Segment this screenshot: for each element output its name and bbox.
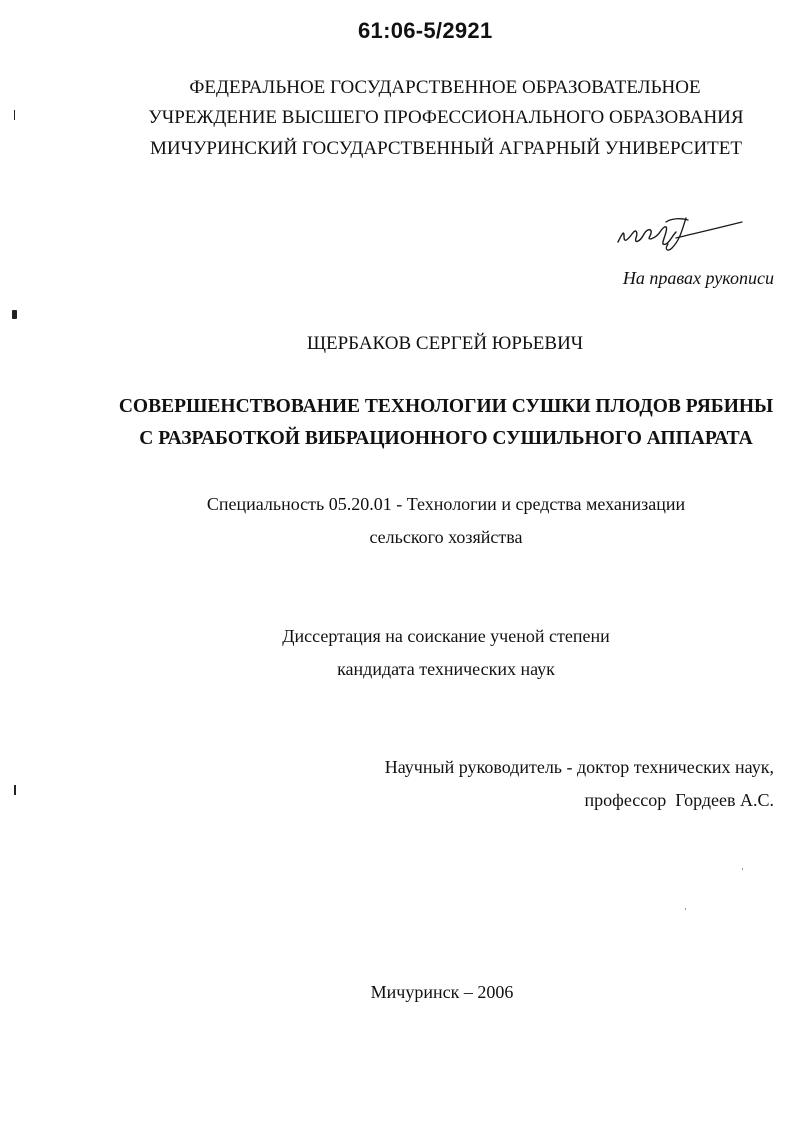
dissertation-title-line-2: С РАЗРАБОТКОЙ ВИБРАЦИОННОГО СУШИЛЬНОГО АППАРАТА bbox=[139, 428, 753, 449]
supervisor-line-2: профессор Гордеев А.С. bbox=[584, 790, 774, 810]
degree-line-2: кандидата технических наук bbox=[337, 659, 555, 679]
institution-line-2: УЧРЕЖДЕНИЕ ВЫСШЕГО ПРОФЕССИОНАЛЬНОГО ОБРАЗОВАНИЯ bbox=[148, 107, 744, 128]
author-name: ЩЕРБАКОВ СЕРГЕЙ ЮРЬЕВИЧ bbox=[306, 333, 584, 354]
archive-code: 61:06-5/2921 bbox=[358, 18, 493, 43]
city-year: Мичуринск – 2006 bbox=[370, 982, 514, 1002]
scan-artifact bbox=[685, 908, 686, 910]
scan-artifact bbox=[12, 310, 17, 319]
supervisor-line-1: Научный руководитель - доктор технических наук, bbox=[384, 757, 774, 777]
degree-line-1: Диссертация на соискание ученой степени bbox=[282, 626, 610, 646]
specialty-line-2: сельского хозяйства bbox=[369, 527, 523, 547]
scan-artifact bbox=[14, 110, 15, 120]
signature-image bbox=[610, 208, 750, 258]
institution-line-3: МИЧУРИНСКИЙ ГОСУДАРСТВЕННЫЙ АГРАРНЫЙ УНИВЕРСИТЕТ bbox=[150, 138, 742, 159]
scan-artifact bbox=[742, 868, 743, 870]
manuscript-note: На правах рукописи bbox=[622, 268, 774, 288]
scan-artifact bbox=[14, 785, 16, 795]
specialty-line-1: Специальность 05.20.01 - Технологии и средства механизации bbox=[206, 494, 686, 514]
institution-line-1: ФЕДЕРАЛЬНОЕ ГОСУДАРСТВЕННОЕ ОБРАЗОВАТЕЛЬНОЕ bbox=[189, 77, 701, 98]
dissertation-title-line-1: СОВЕРШЕНСТВОВАНИЕ ТЕХНОЛОГИИ СУШКИ ПЛОДОВ РЯБИНЫ bbox=[118, 396, 774, 417]
